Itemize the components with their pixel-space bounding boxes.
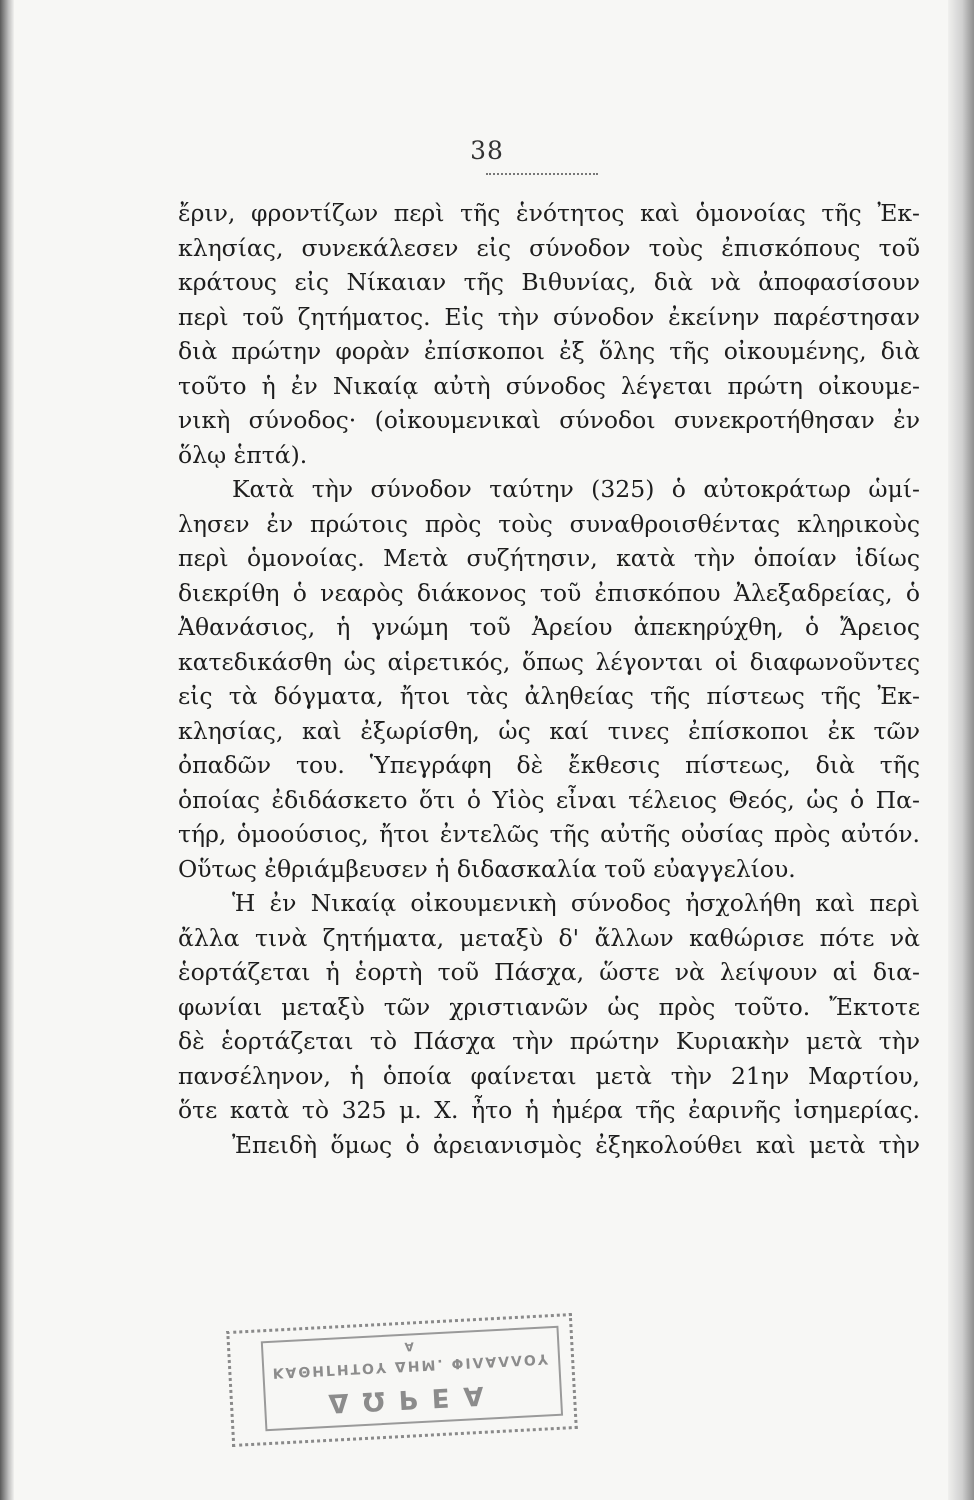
text-line: Κατὰ τὴν σύνοδον ταύτην (325) ὁ αὐτοκράτωρ ὡμί- [232,475,920,503]
text-line: δὲ ἑορτάζεται τὸ Πάσχα τὴν πρώτην Κυριακὴν μετὰ τὴν [178,1027,920,1055]
page-edge-shadow-left [0,0,14,1500]
stamp-title: ΔΩΡΕΑ [327,1379,499,1418]
text-line: Ἐπειδὴ ὅμως ὁ ἀρειανισμὸς ἐξηκολούθει καὶ μετὰ τὴν [232,1130,920,1159]
text-line: ὀπαδῶν του. Ὑπεγράφη δὲ ἔκθεσις πίστεως, διὰ τῆς [178,751,920,779]
page-edge-shadow-right [948,0,974,1500]
text-line: ἄλλα τινὰ ζητήματα, μεταξὺ δ' ἄλλων καθώρισε πότε νὰ [178,923,920,952]
text-line: Ἀθανάσιος, ἡ γνώμη τοῦ Ἀρείου ἀπεκηρύχθη, ὁ Ἄρειος [178,613,920,641]
text-line: κράτους εἰς Νίκαιαν τῆς Βιθυνίας, διὰ νὰ ἀποφασίσουν [178,268,920,296]
text-line: ὁποίας ἐδιδάσκετο ὅτι ὁ Υἱὸς εἶναι τέλειος Θεός, ὡς ὁ Πα- [178,785,920,814]
library-stamp [226,1313,578,1447]
text-line: Ἡ ἐν Νικαίᾳ οἰκουμενικὴ σύνοδος ἠσχολήθη καὶ περὶ [232,889,920,917]
text-line: νικὴ σύνοδος· (οἰκουμενικαὶ σύνοδοι συνεκροτήθησαν ἐν [178,406,920,434]
text-line: περὶ ὁμονοίας. Μετὰ συζήτησιν, κατὰ τὴν ὁποίαν ἰδίως [178,544,920,572]
stamp-mark: Α [404,1339,417,1354]
text-line: διὰ πρώτην φορὰν ἐπίσκοποι ἐξ ὅλης τῆς οἰκουμένης, διὰ [178,337,920,365]
text-line: περὶ τοῦ ζητήματος. Εἰς τὴν σύνοδον ἐκείνην παρέστησαν [178,302,920,331]
text-line: κλησίας, καὶ ἐξωρίσθη, ὡς καί τινες ἐπίσκοποι ἐκ τῶν [178,716,920,745]
text-line: λησεν ἐν πρώτοις πρὸς τοὺς συναθροισθέντας κληρικοὺς [178,509,920,538]
text-line: τοῦτο ἡ ἐν Νικαίᾳ αὐτὴ σύνοδος λέγεται πρώτη οἰκουμε- [178,371,920,400]
text-line: τήρ, ὁμοούσιος, ἤτοι ἐντελῶς τῆς αὐτῆς οὐσίας πρὸς αὐτόν. [178,820,920,848]
text-line: κλησίας, συνεκάλεσεν εἰς σύνοδον τοὺς ἐπισκόπους τοῦ [178,233,920,262]
text-line: ὅλῳ ἑπτά). [178,440,308,469]
page-number-rule [486,173,598,175]
page-number: 38 [470,136,504,165]
text-line: φωνίαι μεταξὺ τῶν χριστιανῶν ὡς πρὸς τοῦτο. Ἔκτοτε [178,992,920,1021]
text-line: διεκρίθη ὁ νεαρὸς διάκονος τοῦ ἐπισκόπου Ἀλεξαδρείας, ὁ [178,578,920,607]
text-line: πανσέληνον, ἡ ὁποία φαίνεται μετὰ τὴν 21ην Μαρτίου, [178,1061,920,1090]
text-line: εἰς τὰ δόγματα, ἤτοι τὰς ἀληθείας τῆς πίστεως τῆς Ἐκ- [178,682,920,710]
text-line: ἑορτάζεται ἡ ἑορτὴ τοῦ Πάσχα, ὥστε νὰ λείψουν αἱ δια- [178,958,920,986]
text-line: κατεδικάσθη ὡς αἱρετικός, ὅπως λέγονται οἱ διαφωνοῦντες [178,647,920,676]
text-line: Οὕτως ἐθριάμβευσεν ἡ διδασκαλία τοῦ εὐαγγελίου. [178,854,796,883]
stamp-donor-line: ΚΑΘΗΓΗΤΟΥ ΔΗΜ. ΦΙΛΑΛΛΟΥ [272,1350,551,1381]
body-text [178,196,920,1162]
text-line: ἔριν, φροντίζων περὶ τῆς ἑνότητος καὶ ὁμονοίας τῆς Ἐκ- [178,199,920,227]
text-line: ὅτε κατὰ τὸ 325 μ. Χ. ἦτο ἡ ἡμέρα τῆς ἐαρινῆς ἰσημερίας. [178,1096,920,1124]
